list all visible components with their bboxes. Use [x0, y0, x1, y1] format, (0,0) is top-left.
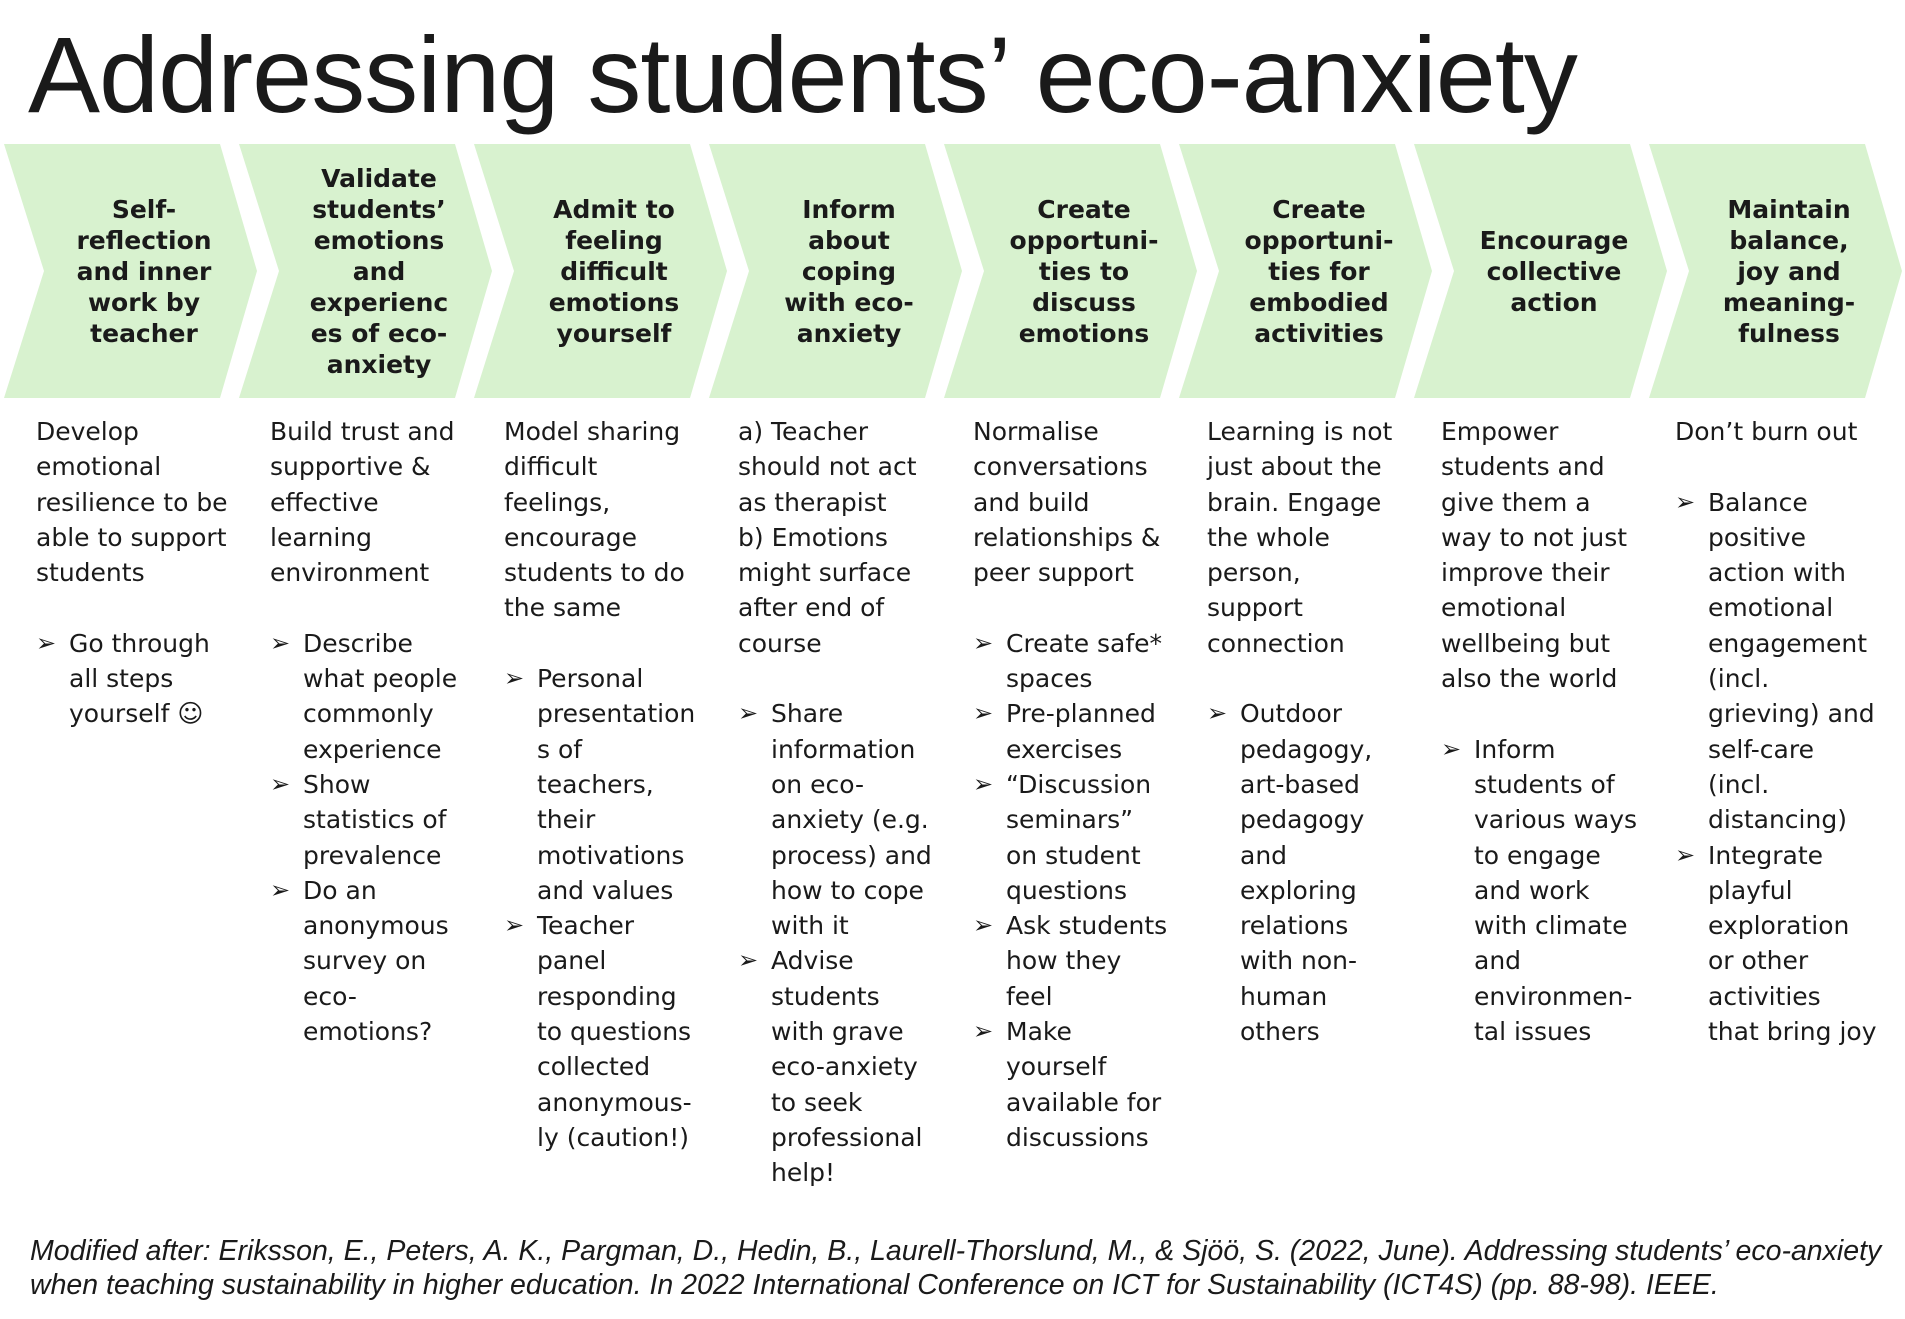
step-action-text: Share information on eco- anxiety (e.g. process) and how to cope with it	[771, 699, 932, 941]
step-action-item	[1441, 732, 1666, 1050]
step-column-6	[1207, 414, 1432, 1049]
step-action-text: Make yourself available for discussions	[1006, 1017, 1162, 1152]
step-action-item	[1675, 485, 1900, 838]
step-action-item	[504, 661, 729, 908]
step-action-text: Ask students how they feel	[1006, 911, 1168, 1011]
step-description: Model sharing difficult feelings, encourage students to do the same	[504, 417, 685, 623]
arrowhead-bullet-icon: ➢	[1675, 487, 1696, 516]
step-action-item	[973, 696, 1198, 767]
step-action-item	[1207, 696, 1432, 1049]
step-action-item	[270, 767, 495, 873]
step-description: Develop emotional resilience to be able to support students	[36, 417, 228, 588]
step-action-text: Balance positive action with emotional engagement (incl. grieving) and self-care (incl. distancing)	[1708, 487, 1875, 835]
step-action-text: Inform students of various ways to engage and work with climate and environmen- tal issues	[1474, 734, 1638, 1047]
arrowhead-bullet-icon: ➢	[270, 769, 291, 798]
step-action-item	[973, 908, 1198, 1014]
step-heading-7: Encourage collective action	[1479, 225, 1629, 317]
step-action-item	[738, 696, 963, 943]
step-heading-3: Admit to feeling difficult emotions yourself	[548, 194, 680, 348]
step-action-text: Outdoor pedagogy, art-based pedagogy and exploring relations with non- human others	[1240, 699, 1373, 1047]
step-action-text: Create safe* spaces	[1006, 628, 1163, 694]
step-action-text: Integrate playful exploration or other activities that bring joy	[1708, 840, 1877, 1047]
citation: Modified after: Eriksson, E., Peters, A. K., Pargman, D., Hedin, B., Laurell-Thorslund, M., & Sjöö, S. (2022, June). Addressing students’ eco-anxiety when teaching sustainability in higher education. In 2022 International Conference on ICT for Sustainability (ICT4S) (pp. 88-98). IEEE.	[30, 1235, 1882, 1301]
step-action-text: Go through all steps yourself ☺	[69, 628, 210, 729]
step-action-item	[1675, 838, 1900, 1050]
step-column-4	[738, 414, 963, 1191]
arrowhead-bullet-icon: ➢	[1207, 699, 1228, 728]
step-action-text: “Discussion seminars” on student questions	[1006, 769, 1152, 905]
step-description: a) Teacher should not act as therapist b) Emotions might surface after end of course	[738, 417, 917, 658]
step-heading-2: Validate students’ emotions and experienc es of eco- anxiety	[309, 163, 449, 379]
arrowhead-bullet-icon: ➢	[36, 628, 57, 657]
step-action-list	[973, 626, 1198, 1155]
arrowhead-bullet-icon: ➢	[738, 699, 759, 728]
step-action-text: Personal presentation s of teachers, their motivations and values	[537, 664, 696, 905]
step-action-item	[504, 908, 729, 1155]
step-action-text: Pre-planned exercises	[1006, 699, 1156, 764]
step-action-list	[1675, 485, 1900, 1050]
arrowhead-bullet-icon: ➢	[738, 946, 759, 975]
step-action-item	[973, 626, 1198, 697]
arrowhead-bullet-icon: ➢	[973, 1017, 994, 1046]
step-column-3	[504, 414, 729, 1155]
step-action-list	[270, 626, 495, 1050]
step-column-8	[1675, 414, 1900, 1049]
step-column-1	[36, 414, 261, 732]
arrowhead-bullet-icon: ➢	[1441, 734, 1462, 763]
arrowhead-bullet-icon: ➢	[504, 664, 525, 693]
step-action-item	[973, 1014, 1198, 1155]
step-description: Learning is not just about the brain. Engage the whole person, support connection	[1207, 417, 1393, 658]
arrowhead-bullet-icon: ➢	[973, 911, 994, 940]
step-action-list	[504, 661, 729, 1155]
arrowhead-bullet-icon: ➢	[973, 628, 994, 657]
arrowhead-bullet-icon: ➢	[504, 911, 525, 940]
step-description: Empower students and give them a way to not just improve their emotional wellbeing but also the world	[1441, 417, 1628, 694]
step-action-item	[973, 767, 1198, 908]
step-description: Don’t burn out	[1675, 417, 1858, 446]
step-action-item	[36, 626, 261, 732]
page-title: Addressing students’ eco-anxiety	[28, 14, 1577, 135]
step-action-text: Teacher panel responding to questions collected anonymous- ly (caution!)	[537, 911, 692, 1152]
step-column-7	[1441, 414, 1666, 1049]
step-description: Normalise conversations and build relationships & peer support	[973, 417, 1161, 588]
step-action-list	[1441, 732, 1666, 1050]
step-heading-8: Maintain balance, joy and meaning- fulness	[1722, 194, 1856, 348]
step-heading-4: Inform about coping with eco- anxiety	[784, 194, 914, 348]
step-heading-5: Create opportuni- ties to discuss emotions	[1009, 194, 1159, 348]
step-action-item	[738, 943, 963, 1190]
arrowhead-bullet-icon: ➢	[270, 628, 291, 657]
step-action-list	[36, 626, 261, 732]
step-action-text: Advise students with grave eco-anxiety to seek professional help!	[771, 946, 923, 1188]
step-action-text: Do an anonymous survey on eco- emotions?	[303, 875, 449, 1047]
step-column-2	[270, 414, 495, 1049]
step-action-text: Describe what people commonly experience	[303, 628, 458, 764]
arrowhead-bullet-icon: ➢	[973, 699, 994, 728]
arrowhead-bullet-icon: ➢	[270, 875, 291, 904]
arrowhead-bullet-icon: ➢	[1675, 840, 1696, 869]
step-action-item	[270, 626, 495, 767]
step-heading-1: Self- reflection and inner work by teacher	[76, 194, 212, 348]
step-action-text: Show statistics of prevalence	[303, 769, 447, 870]
arrowhead-bullet-icon: ➢	[973, 769, 994, 798]
step-heading-6: Create opportuni- ties for embodied activities	[1244, 194, 1394, 348]
step-description: Build trust and supportive & effective learning environment	[270, 417, 455, 588]
step-column-5	[973, 414, 1198, 1155]
step-action-list	[1207, 696, 1432, 1049]
step-action-item	[270, 873, 495, 1049]
step-action-list	[738, 696, 963, 1190]
